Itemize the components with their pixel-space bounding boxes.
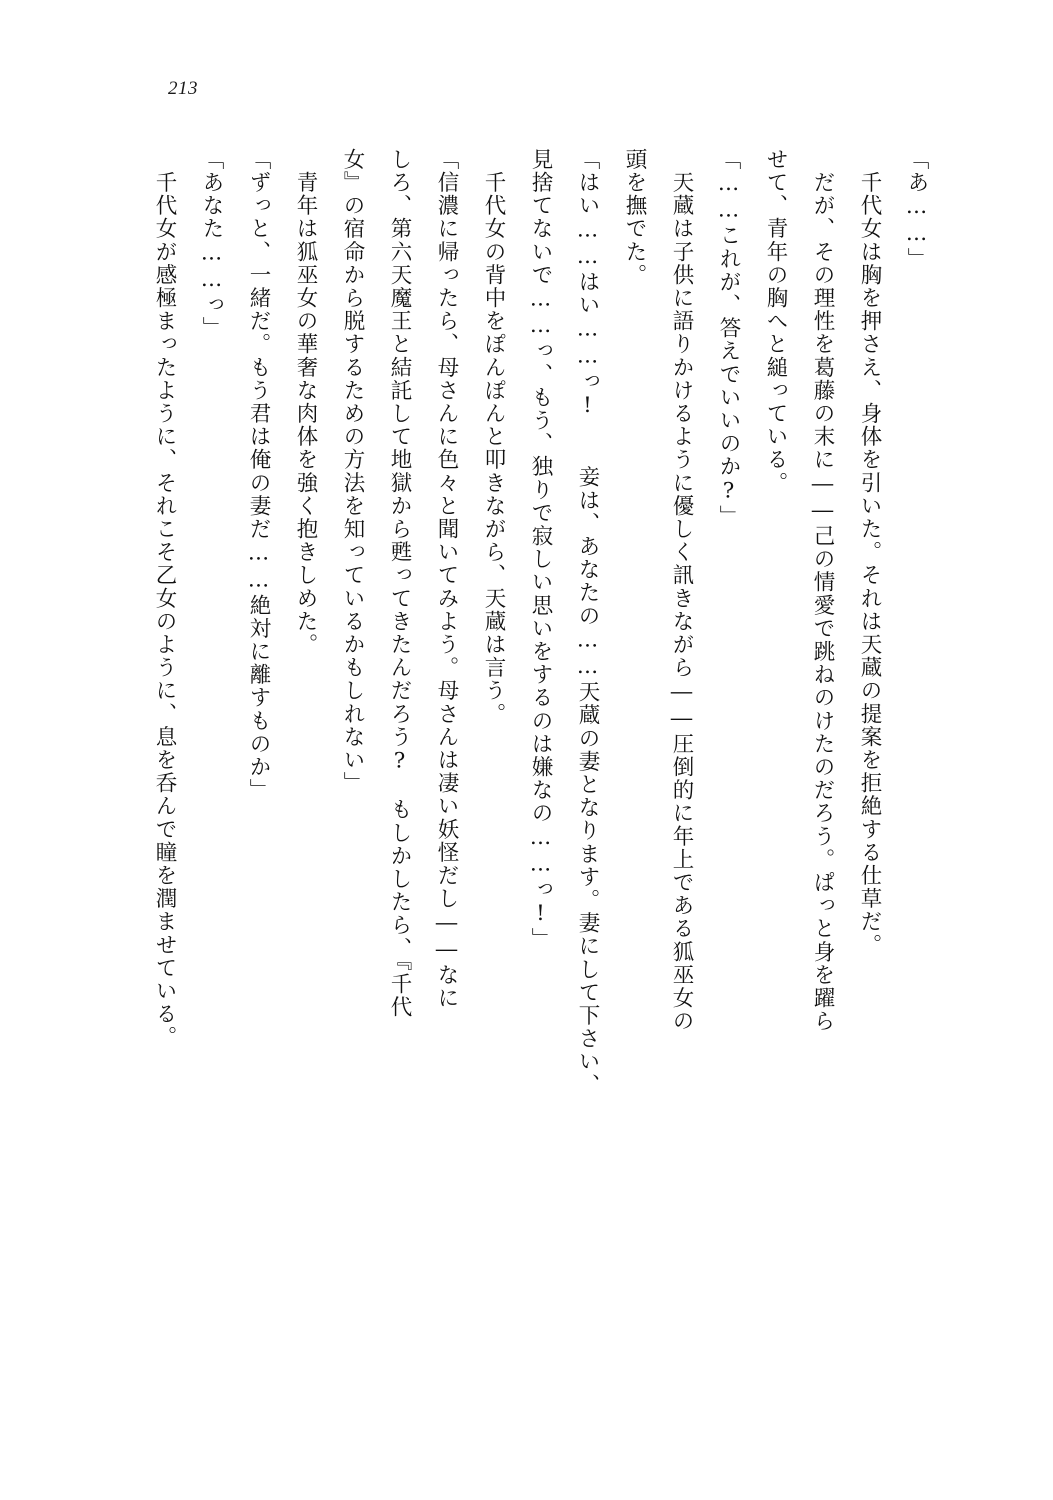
text-line: 「信濃に帰ったら、母さんに色々と聞いてみよう。母さんは凄い妖怪だし――なに bbox=[434, 148, 459, 1010]
text-line: 千代女が感極まったように、それこそ乙女のように、息を呑んで瞳を潤ませている。 bbox=[152, 148, 177, 1049]
text-line: 見捨てないで……っ、もう、独りで寂しい思いをするのは嫌なの……っ!」 bbox=[528, 148, 553, 951]
text-line: 頭を撫でた。 bbox=[622, 148, 647, 287]
page-number: 213 bbox=[168, 78, 198, 99]
text-line: 「あなた……っ」 bbox=[199, 148, 224, 340]
text-line: 千代女は胸を押さえ、身体を引いた。それは天蔵の提案を拒絶する仕草だ。 bbox=[857, 148, 882, 957]
body-text bbox=[110, 148, 940, 1408]
text-line: 女』の宿命から脱するための方法を知っているかもしれない」 bbox=[340, 148, 365, 795]
text-line: 千代女の背中をぽんぽんと叩きながら、天蔵は言う。 bbox=[481, 148, 506, 726]
text-line: しろ、第六天魔王と結託して地獄から甦ってきたんだろう? もしかしたら、『千代 bbox=[387, 148, 412, 1019]
text-line: だが、その理性を葛藤の末に――己の情愛で跳ねのけたのだろう。ぱっと身を躍ら bbox=[810, 148, 835, 1033]
text-line: 「はい……はい……っ! 妾は、あなたの……天蔵の妻となります。妻にして下さい、 bbox=[575, 148, 600, 1097]
text-line: せて、青年の胸へと縋っている。 bbox=[763, 148, 788, 495]
text-line: 「……これが、答えでいいのか?」 bbox=[716, 148, 741, 529]
text-line: 青年は狐巫女の華奢な肉体を強く抱きしめた。 bbox=[293, 148, 318, 657]
text-line: 「ずっと、一緒だ。もう君は俺の妻だ……絶対に離すものか」 bbox=[246, 148, 271, 802]
text-line: 天蔵は子供に語りかけるように優しく訊きながら――圧倒的に年上である狐巫女の bbox=[669, 148, 694, 1033]
text-line: 「あ……」 bbox=[904, 148, 929, 271]
